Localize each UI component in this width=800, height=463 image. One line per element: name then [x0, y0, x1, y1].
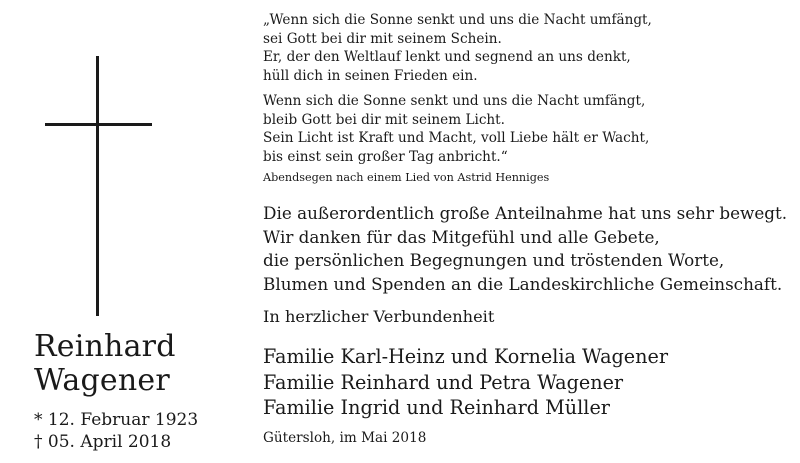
thanks-line: die persönlichen Begegnungen und tröstenden Worte, — [263, 250, 725, 270]
poem-line: Wenn sich die Sonne senkt und uns die Nacht umfängt, — [263, 93, 646, 109]
poem — [263, 11, 783, 186]
poem-line: bis einst sein großer Tag anbricht.“ — [263, 148, 508, 165]
poem-stanza-1 — [263, 11, 783, 85]
poem-attribution: Abendsegen nach einem Lied von Astrid Henniges — [263, 171, 550, 184]
poem-line: hüll dich in seinen Frieden ein. — [263, 67, 478, 84]
thanks-line: Blumen und Spenden an die Landeskirchliche Gemeinschaft. — [263, 273, 783, 294]
place-and-date: Gütersloh, im Mai 2018 — [263, 430, 427, 446]
poem-stanza-2 — [263, 92, 783, 166]
deceased-name — [34, 330, 234, 398]
poem-line: sei Gott bei dir mit seinem Schein. — [263, 30, 502, 47]
deceased-first-name: Reinhard — [34, 329, 176, 364]
family-line: Familie Karl-Heinz und Kornelia Wagener — [263, 345, 669, 368]
thanks-line: Wir danken für das Mitgefühl und alle Gebete, — [263, 226, 660, 247]
family-line: Familie Ingrid und Reinhard Müller — [263, 396, 610, 419]
life-dates — [34, 409, 254, 453]
birth-date: * 12. Februar 1923 — [34, 410, 199, 430]
family-line: Familie Reinhard und Petra Wagener — [263, 370, 624, 394]
cross-icon-horizontal — [45, 123, 152, 126]
poem-line: Er, der den Weltlauf lenkt und segnend an uns denkt, — [263, 49, 631, 65]
poem-line: „Wenn sich die Sonne senkt und uns die Nacht umfängt, — [263, 12, 652, 28]
cross-icon-vertical — [96, 56, 99, 316]
death-date: † 05. April 2018 — [34, 432, 172, 452]
poem-line: Sein Licht ist Kraft und Macht, voll Liebe hält er Wacht, — [263, 130, 650, 146]
poem-line: bleib Gott bei dir mit seinem Licht. — [263, 111, 505, 128]
thanks-text — [263, 202, 788, 296]
closing-greeting: In herzlicher Verbundenheit — [263, 307, 495, 326]
family-signatures — [263, 344, 668, 421]
deceased-last-name: Wagener — [34, 363, 170, 398]
thanks-line: Die außerordentlich große Anteilnahme hat uns sehr bewegt. — [263, 203, 788, 223]
